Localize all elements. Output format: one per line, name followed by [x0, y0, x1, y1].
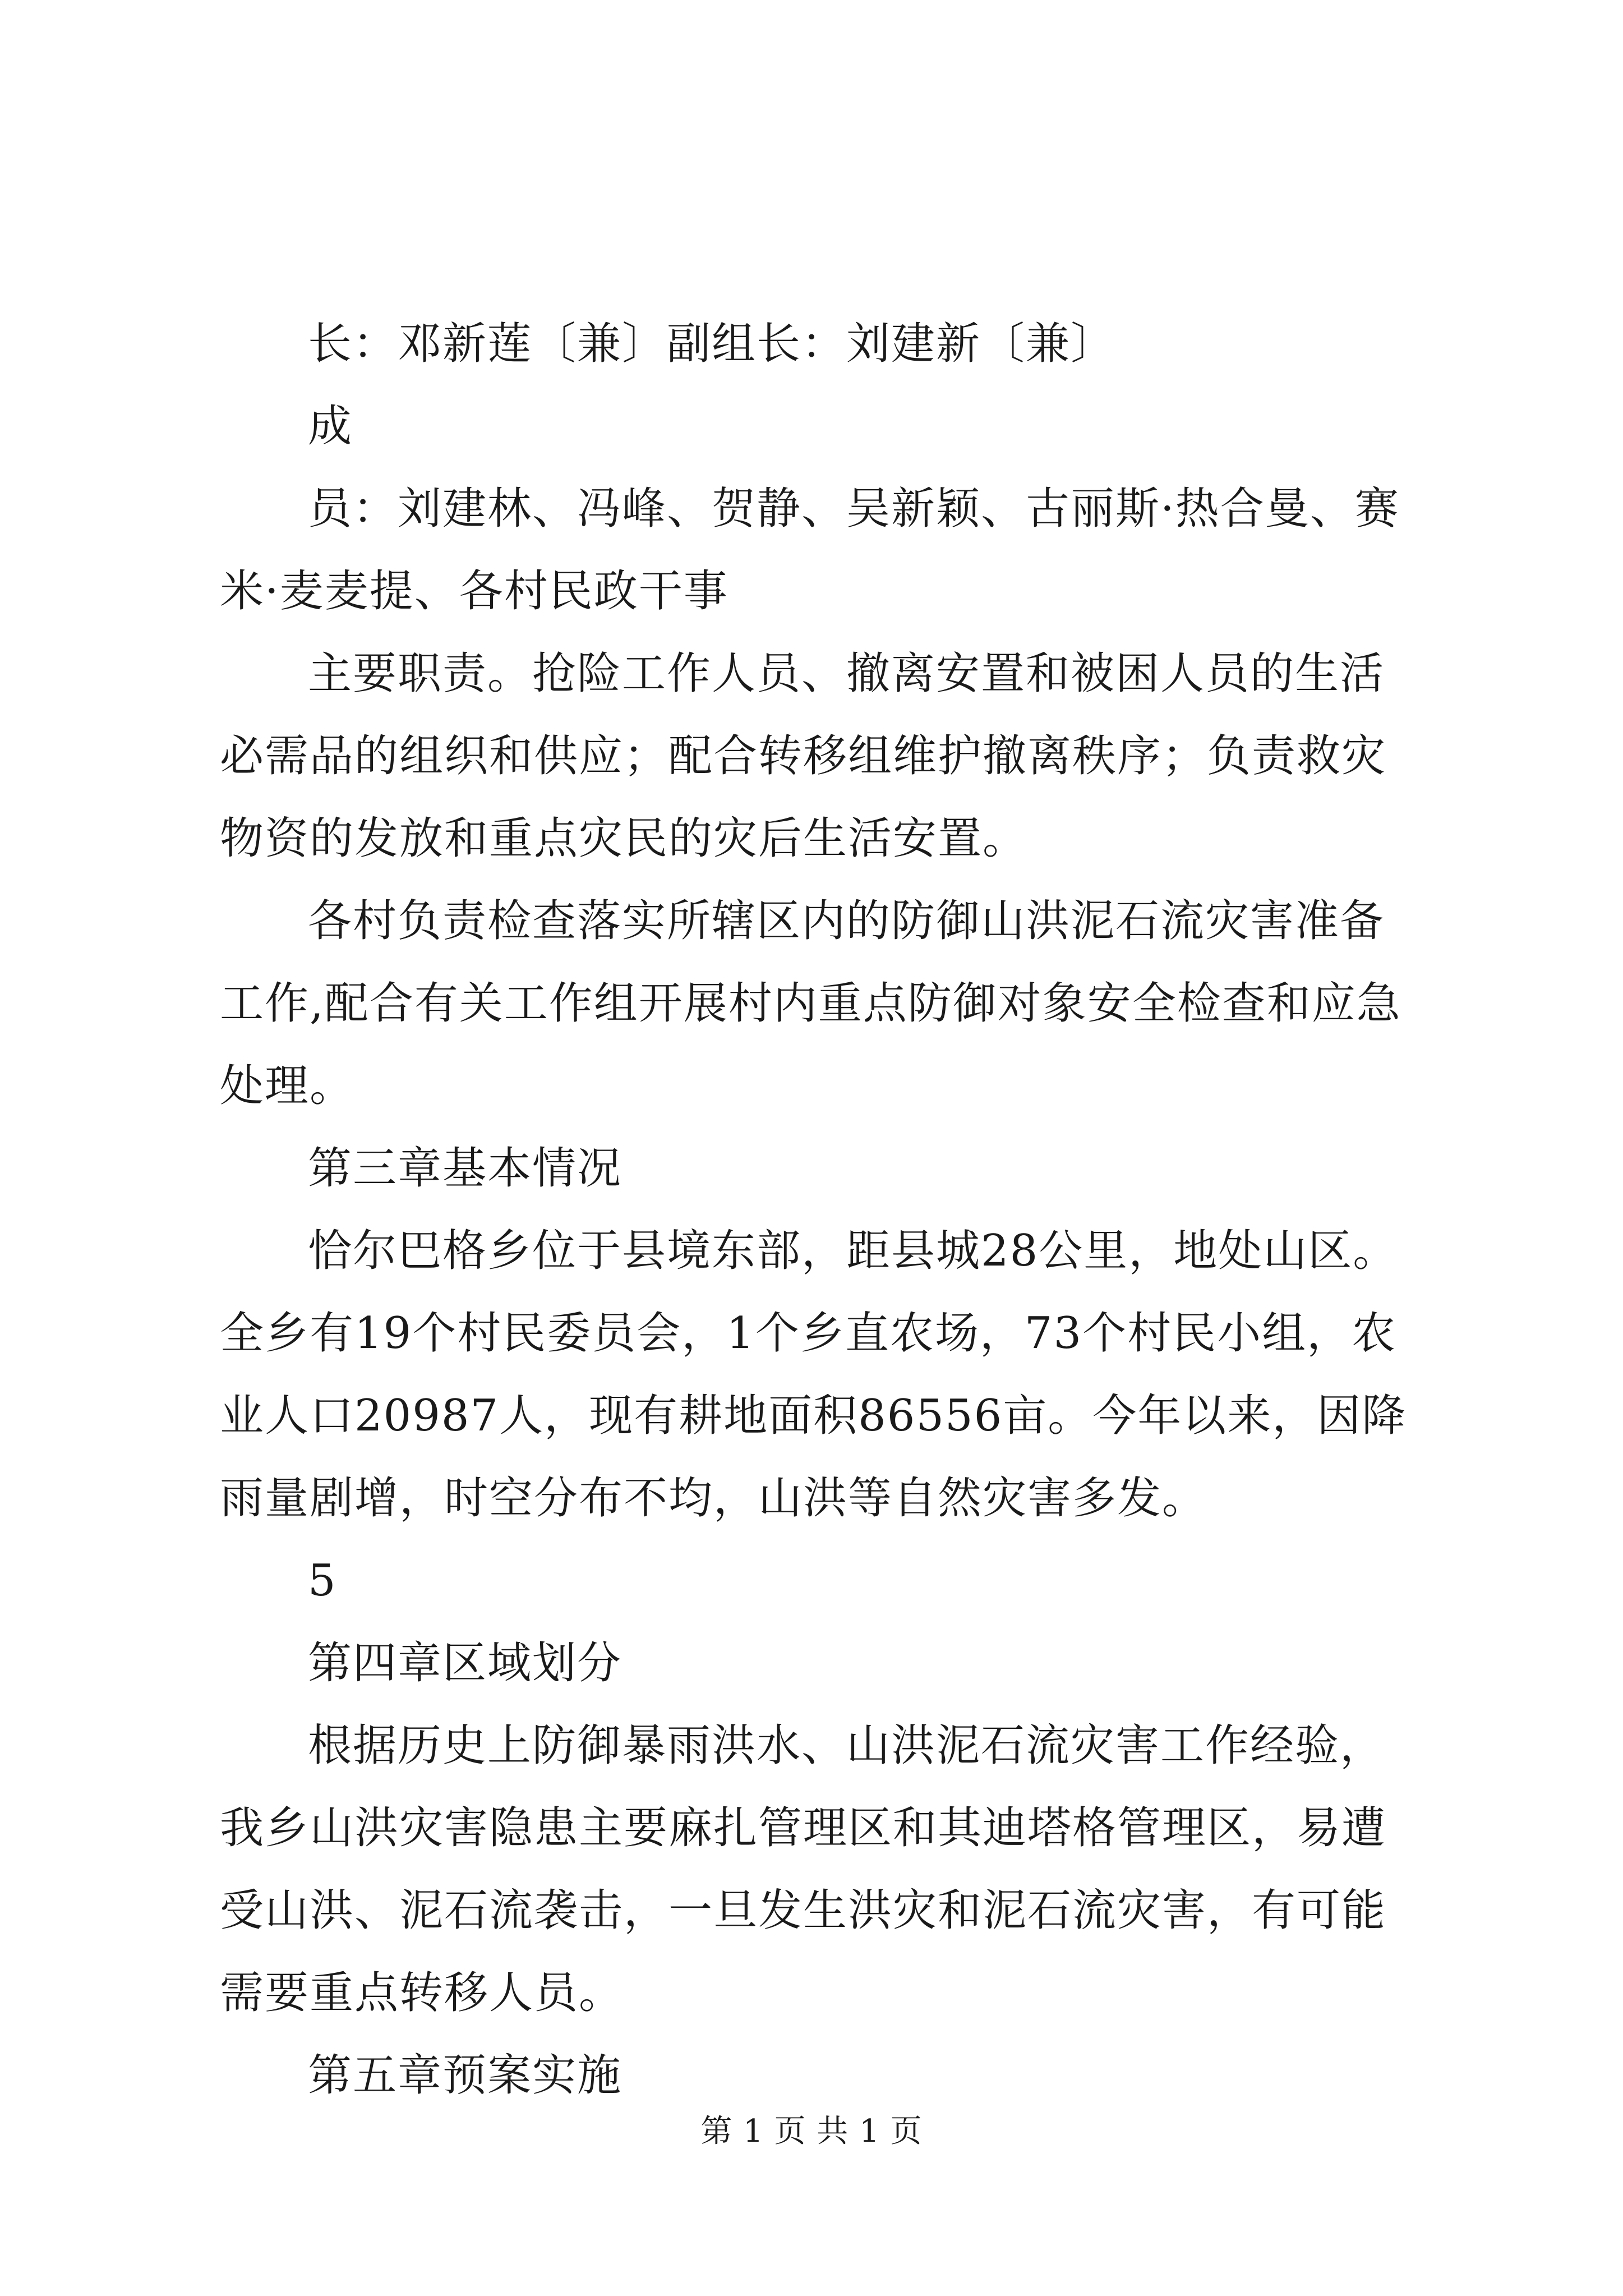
chapter-heading-3: 第三章基本情况 [308, 1143, 623, 1194]
page-footer: 第 1 页 共 1 页 [700, 2113, 923, 2150]
paragraph-member-list: 员：刘建林、冯峰、贺静、吴新颖、古丽斯·热合曼、赛米·麦麦提、各村民政干事 [220, 484, 1400, 616]
document-body [220, 303, 1426, 2117]
paragraph-main-duties: 主要职责。抢险工作人员、撤离安置和被困人员的生活必需品的组织和供应；配合转移组维护撤离秩序；负责救灾物资的发放和重点灾民的灾后生活安置。 [220, 648, 1387, 864]
paragraph-village-duties: 各村负责检查落实所辖区内的防御山洪泥石流灾害准备工作,配合有关工作组开展村内重点防御对象安全检查和应急处理。 [220, 896, 1401, 1111]
chapter-heading-5: 第五章预案实施 [308, 2050, 623, 2101]
paragraph-number: 5 [308, 1556, 337, 1606]
paragraph-leader-line: 长：邓新莲〔兼〕副组长：刘建新〔兼〕 [308, 319, 1116, 369]
chapter-heading-4: 第四章区域划分 [308, 1638, 623, 1688]
paragraph-basic-situation: 恰尔巴格乡位于县境东部，距县城28公里，地处山区。全乡有19个村民委员会，1个乡直农场，73个村民小组，农业人口20987人，现有耕地面积86556亩。今年以来，因降雨量剧增，时空分布不均，山洪等自然灾害多发。 [220, 1226, 1407, 1524]
paragraph-member-label: 成 [308, 401, 353, 452]
paragraph-region-division: 根据历史上防御暴雨洪水、山洪泥石流灾害工作经验，我乡山洪灾害隐患主要麻扎管理区和其迪塔格管理区，易遭受山洪、泥石流袭击，一旦发生洪灾和泥石流灾害，有可能需要重点转移人员。 [220, 1720, 1387, 2018]
